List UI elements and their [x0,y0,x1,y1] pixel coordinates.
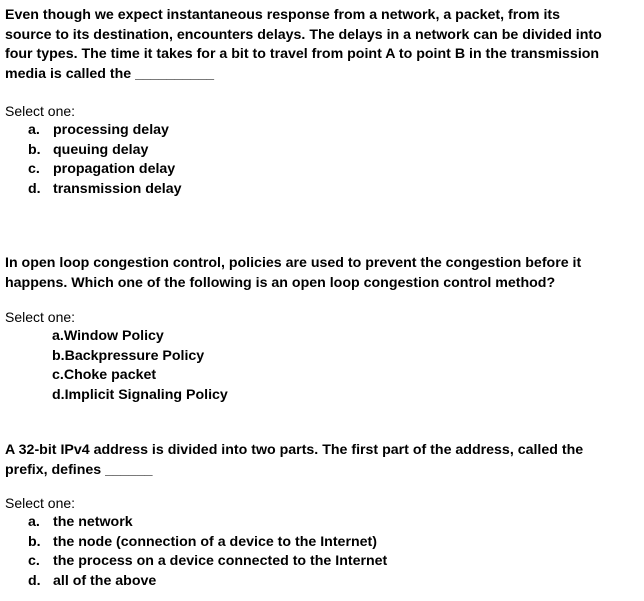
option-text: processing delay [53,122,169,138]
question-2-option-c[interactable]: c.Choke packet [52,367,157,383]
question-2-text [5,254,581,293]
question-2-line: happens. Which one of the following is an open loop congestion control method? [5,274,556,291]
option-text: the node (connection of a device to the Internet) [53,533,377,550]
question-3-option-c[interactable] [5,552,387,572]
option-text: transmission delay [53,180,182,197]
option-marker: c. [28,161,40,177]
question-1-option-d[interactable] [5,180,182,200]
question-3-option-a[interactable] [5,513,387,533]
option-text: propagation delay [53,161,176,177]
question-1-select-label: Select one: [5,103,76,119]
question-2-select-label: Select one: [5,309,76,325]
question-3-option-b[interactable] [5,533,387,553]
question-3-text [5,441,583,480]
option-marker: a. [28,514,40,530]
question-1-text [5,6,602,84]
option-text: the network [53,514,133,530]
question-1-options [5,121,182,199]
question-2-line: In open loop congestion control, policies are used to prevent the congestion before it [5,255,582,271]
question-3-options [5,513,387,591]
option-marker: b. [28,533,41,550]
question-1-option-a[interactable] [5,121,182,141]
question-1-line: Even though we expect instantaneous response from a network, a packet, from its [5,7,561,23]
question-3-line: prefix, defines ______ [5,461,153,478]
question-1-line: four types. The time it takes for a bit to travel from point A to point B in the transmission [5,46,600,62]
option-marker: d. [28,572,41,589]
question-3-line: A 32-bit IPv4 address is divided into two parts. The first part of the address, called the [5,442,584,458]
question-1-line: source to its destination, encounters delays. The delays in a network can be divided into [5,26,602,43]
question-2-option-b[interactable]: b.Backpressure Policy [52,347,205,364]
question-3-select-label: Select one: [5,495,76,511]
option-text: queuing delay [53,141,149,158]
question-2-option-a[interactable]: a.Window Policy [52,328,164,344]
option-marker: b. [28,141,41,158]
question-2-options [5,327,228,405]
question-1-option-b[interactable] [5,141,182,161]
option-marker: a. [28,122,40,138]
question-3-option-d[interactable] [5,572,387,592]
question-1-option-c[interactable] [5,160,182,180]
option-text: all of the above [53,572,157,589]
option-marker: c. [28,553,40,569]
question-1-line: media is called the __________ [5,65,215,82]
option-text: the process on a device connected to the Internet [53,553,388,569]
option-marker: d. [28,180,41,197]
question-2-option-d[interactable]: d.Implicit Signaling Policy [52,386,228,403]
